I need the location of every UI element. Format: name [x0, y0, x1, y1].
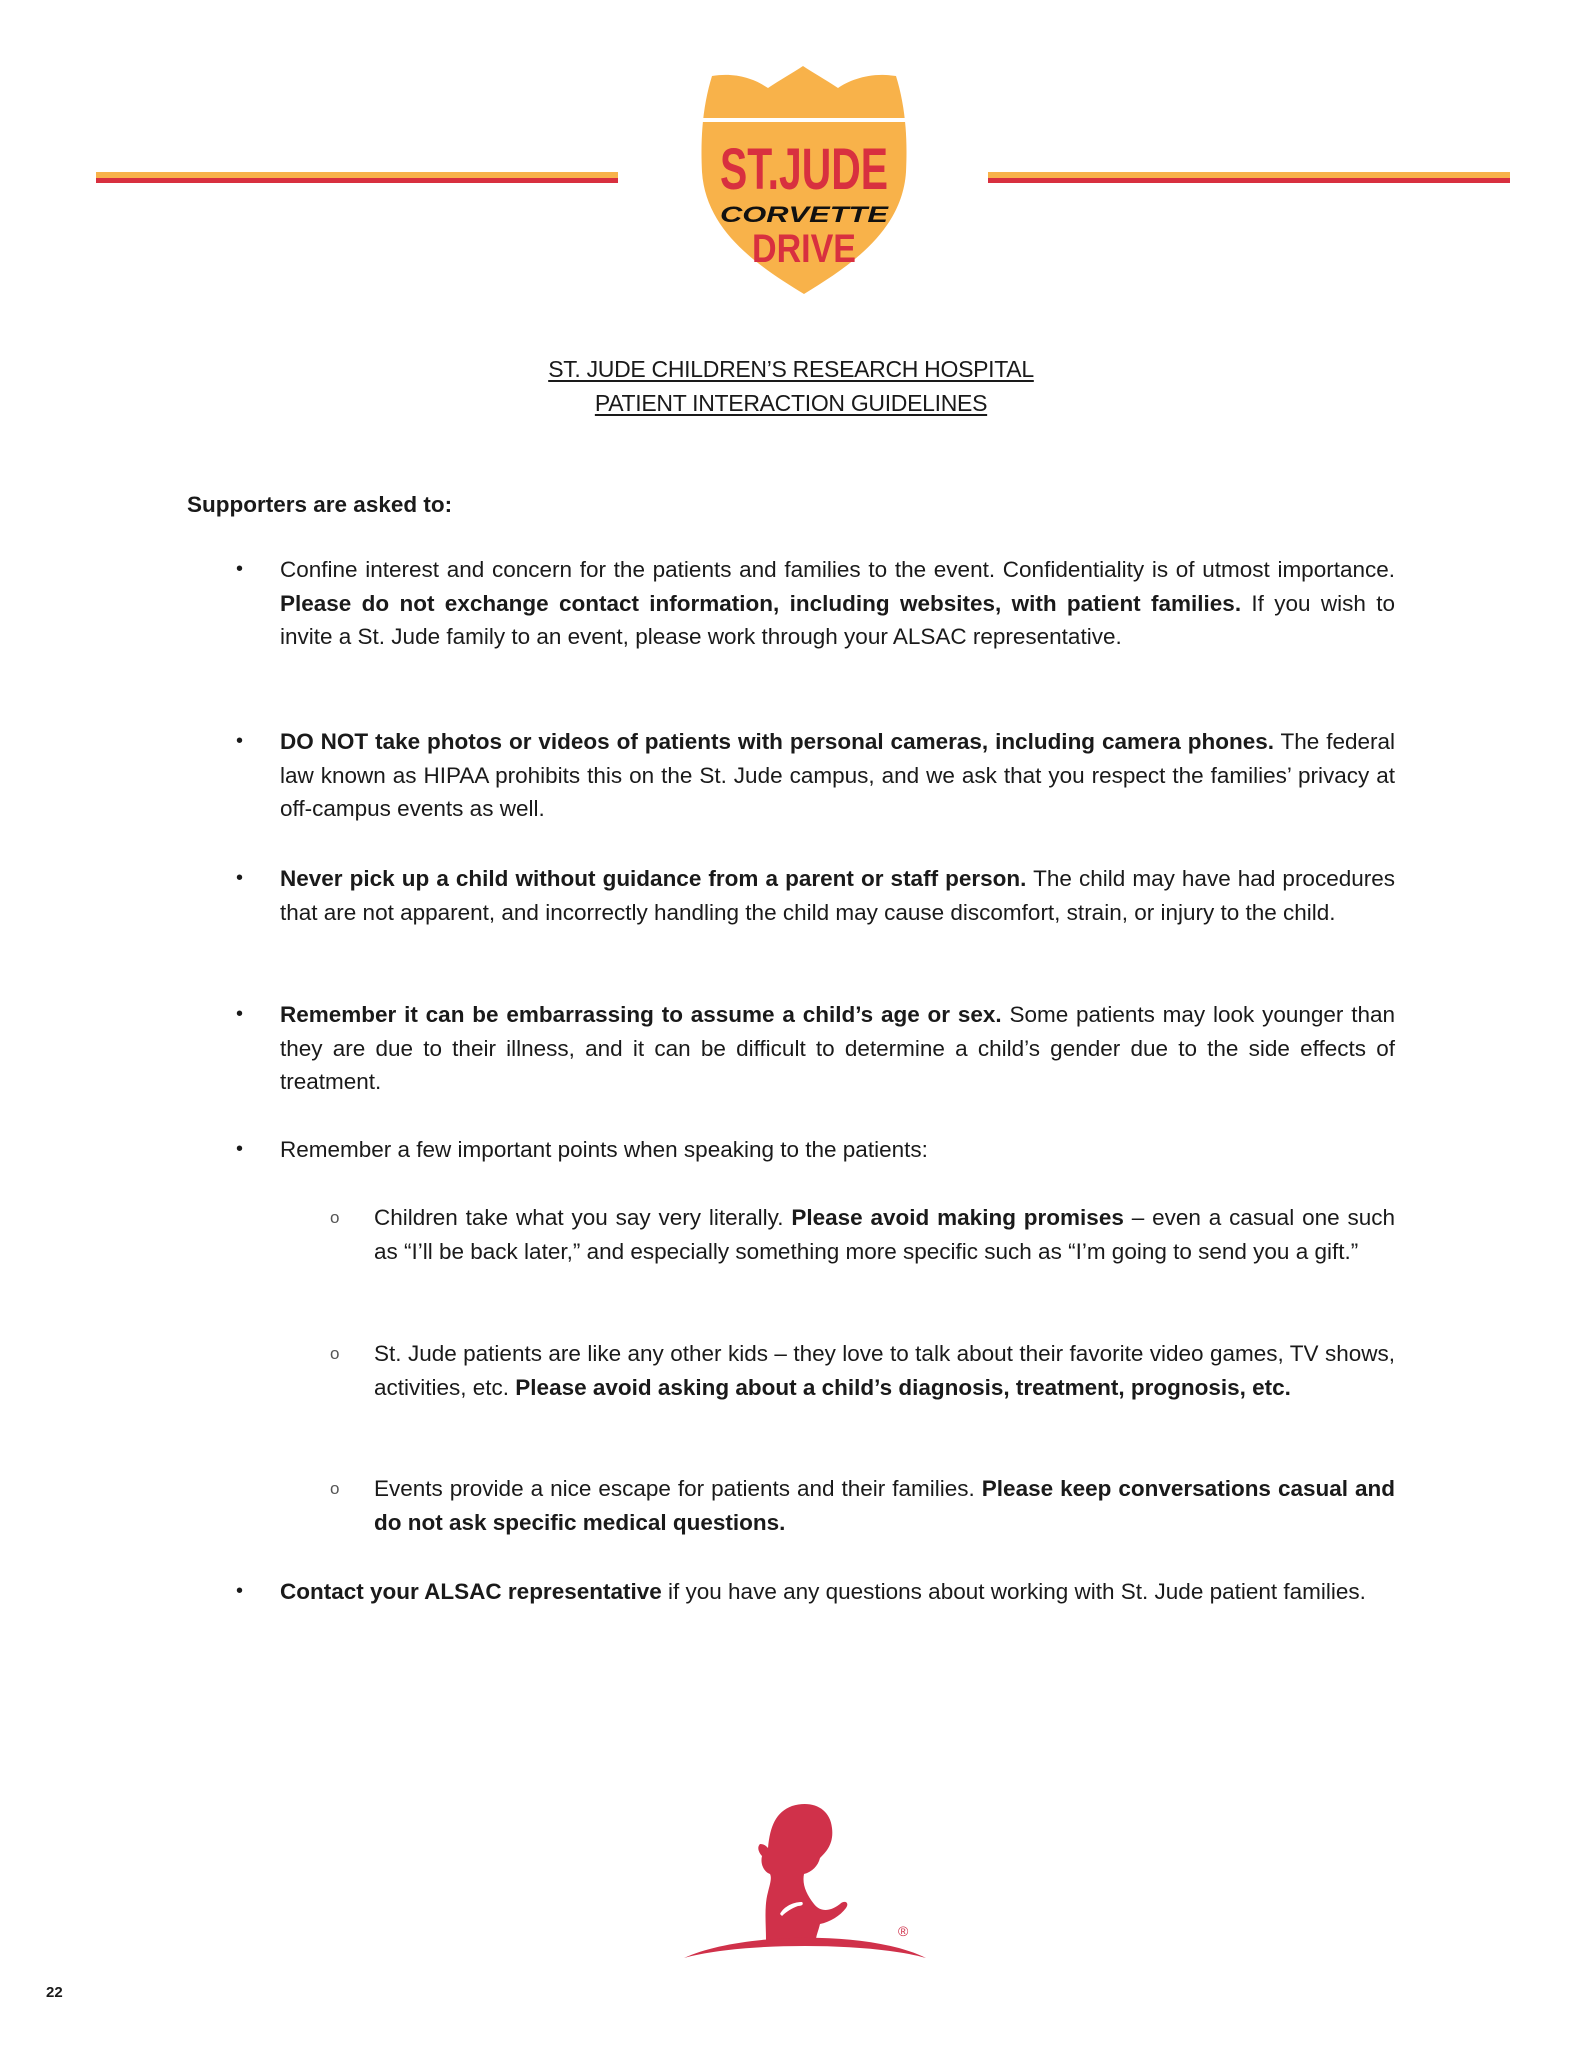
guideline-text: [280, 866, 1395, 925]
body-text: The federal law known as HIPAA prohibits this on the St. Jude campus, and we ask that you respect the families’ privacy at off-campus events as well.: [280, 729, 1395, 822]
body-text: Events provide a nice escape for patients and their families.: [374, 1476, 982, 1501]
bullet-icon: •: [236, 867, 244, 889]
emphasis-text: Please keep conversations casual and do not ask specific medical questions.: [374, 1476, 1395, 1535]
guideline-sub-item: [330, 1472, 1395, 1539]
guideline-sub-text: [374, 1205, 1395, 1264]
document-title: ST. JUDE CHILDREN’S RESEARCH HOSPITAL: [548, 356, 1034, 382]
sub-bullet-icon: o: [330, 1208, 340, 1227]
guideline-text: [280, 1137, 928, 1162]
child-silhouette-icon: [758, 1804, 847, 1940]
body-text: The child may have had procedures that are not apparent, and incorrectly handling the child may cause discomfort, strain, or injury to the child.: [280, 866, 1395, 925]
guideline-item: [236, 1133, 1395, 1167]
logo-line-drive: DRIVE: [752, 227, 856, 271]
emphasis-text: Please avoid making promises: [791, 1205, 1124, 1230]
guideline-item-contact: [236, 1575, 1395, 1609]
body-text: – even a casual one such as “I’ll be back later,” and especially something more specific such as “I’m going to send you a gift.”: [374, 1205, 1396, 1264]
sub-bullet-icon: o: [330, 1344, 340, 1363]
header-rule-right: [988, 172, 1510, 183]
document-subtitle: PATIENT INTERACTION GUIDELINES: [594, 390, 988, 416]
emphasis-text: Never pick up a child without guidance from a parent or staff person.: [280, 866, 1027, 891]
body-text: St. Jude patients are like any other kids – they love to talk about their favorite video games, TV shows, activities, etc.: [374, 1341, 1395, 1400]
guideline-item: [236, 862, 1395, 929]
bullet-icon: •: [236, 1138, 244, 1160]
body-text: if you have any questions about working with St. Jude patient families.: [661, 1579, 1366, 1604]
guideline-sub-item: [330, 1201, 1396, 1268]
guideline-sub-text: [374, 1476, 1395, 1535]
guideline-text: [280, 729, 1395, 821]
bullet-icon: •: [236, 1580, 244, 1602]
emphasis-text: Contact your ALSAC representative: [280, 1579, 662, 1604]
bullet-icon: •: [236, 1003, 244, 1025]
guideline-item: [236, 725, 1395, 826]
guideline-item: [236, 998, 1395, 1099]
sub-bullet-icon: o: [330, 1479, 340, 1498]
body-text: Children take what you say very literally.: [374, 1205, 792, 1230]
guideline-text: [280, 1579, 1366, 1604]
guideline-sub-text: [374, 1341, 1395, 1400]
emphasis-text: Remember it can be embarrassing to assume a child’s age or sex.: [280, 1002, 1002, 1027]
bullet-icon: •: [236, 730, 244, 752]
body-text: Some patients may look younger than they are due to their illness, and it can be difficult to determine a child’s gender due to the side effects of treatment.: [280, 1002, 1395, 1095]
emphasis-text: Please avoid asking about a child’s diagnosis, treatment, prognosis, etc.: [515, 1374, 1291, 1400]
body-text: Confine interest and concern for the patients and families to the event. Confidentiality is of utmost importance.: [280, 557, 1395, 582]
logo-line-corvette: CORVETTE: [720, 202, 890, 227]
registered-mark: ®: [898, 1923, 909, 1939]
header-rule-left: [96, 172, 618, 183]
body-text: Remember a few important points when speaking to the patients:: [280, 1137, 928, 1162]
st-jude-corvette-drive-logo: [698, 62, 910, 296]
st-jude-child-logo: [680, 1800, 930, 1962]
logo-line-st-jude: ST.JUDE: [720, 137, 888, 202]
guideline-sub-item: [330, 1337, 1395, 1404]
emphasis-text: DO NOT take photos or videos of patients with personal cameras, including camera phones.: [280, 729, 1274, 754]
guideline-text: [280, 557, 1395, 649]
body-text: If you wish to invite a St. Jude family to an event, please work through your ALSAC representative.: [280, 590, 1395, 650]
globe-arc: [684, 1938, 926, 1958]
shield-stripe: [702, 118, 906, 122]
emphasis-text: Please do not exchange contact information, including websites, with patient families.: [280, 590, 1242, 616]
guideline-item: [236, 553, 1395, 654]
guideline-text: [280, 1002, 1395, 1094]
bullet-icon: •: [236, 558, 244, 580]
intro-heading: Supporters are asked to:: [187, 492, 453, 517]
page-number: 22: [46, 1984, 63, 2001]
